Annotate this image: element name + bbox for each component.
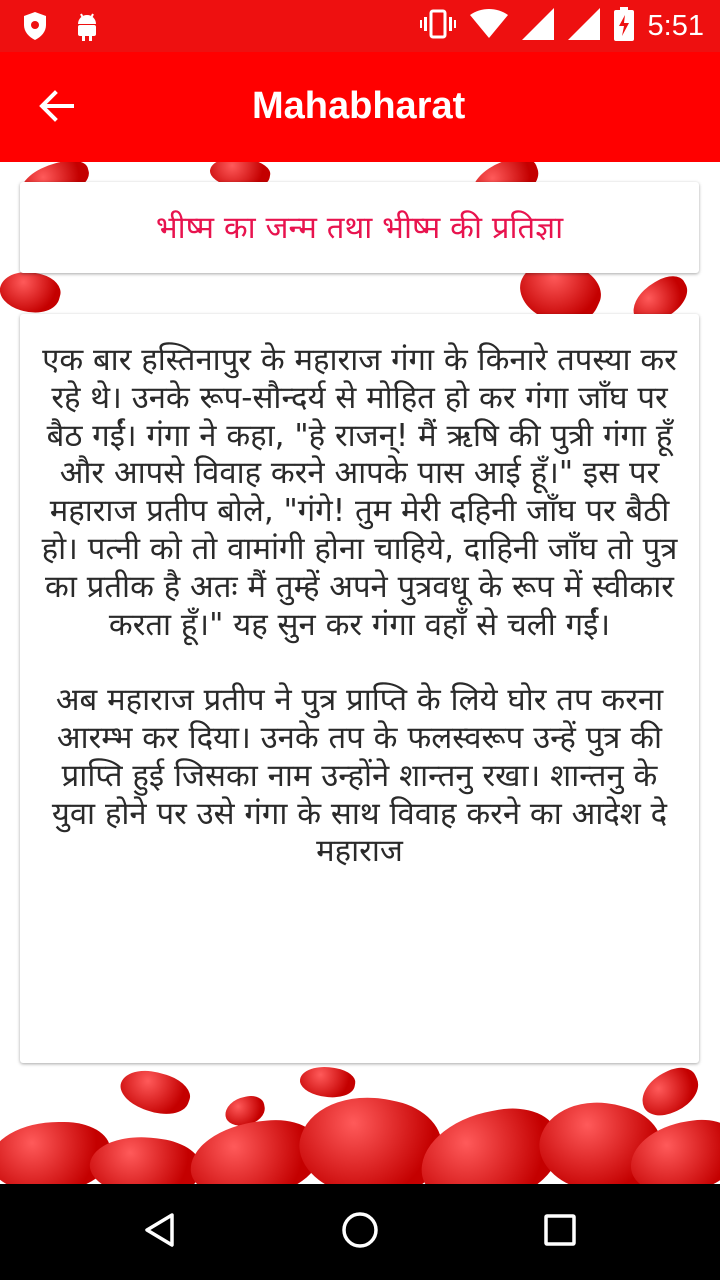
vibrate-icon bbox=[420, 9, 456, 43]
nav-home-button[interactable] bbox=[332, 1204, 388, 1260]
signal-icon bbox=[522, 8, 554, 44]
content-paragraph: एक बार हस्तिनापुर के महाराज गंगा के किनारे तपस्या कर रहे थे। उनके रूप-सौन्दर्य से मोहित हो कर गंगा जाँघ पर बैठ गईं। गंगा ने कहा, "हे राजन्! मैं ऋषि की पुत्री गंगा हूँ और आपसे विवाह करने आपके पास आई हूँ।" इस पर महाराज प्रतीप बोले, "गंगे! तुम मेरी दहिनी जाँघ पर बैठी हो। पत्नी को तो वामांगी होना चाहिये, दाहिनी जाँघ तो पुत्र का प्रतीक है अतः मैं तुम्हें अपने पुत्रवधू के रूप में स्वीकार करता हूँ।" यह सुन कर गंगा वहाँ से चली गईं। bbox=[41, 342, 678, 643]
nav-recents-button[interactable] bbox=[532, 1204, 588, 1260]
chapter-title: भीष्म का जन्म तथा भीष्म की प्रतिज्ञा bbox=[155, 209, 564, 246]
home-circle-icon bbox=[340, 1210, 380, 1254]
wifi-icon bbox=[470, 9, 508, 43]
content-paragraph: अब महाराज प्रतीप ने पुत्र प्राप्ति के लिये घोर तप करना आरम्भ कर दिया। उनके तप के फलस्वरूप उन्हें पुत्र की प्राप्ति हुई जिसका नाम उन्होंने शान्तनु रखा। शान्तनु के युवा होने पर उसे गंगा के साथ विवाह करने का आदेश दे महाराज bbox=[51, 682, 668, 870]
recents-square-icon bbox=[543, 1213, 577, 1251]
back-button[interactable] bbox=[30, 82, 82, 134]
battery-charging-icon bbox=[614, 7, 634, 45]
nav-back-button[interactable] bbox=[132, 1204, 188, 1260]
chapter-title-card bbox=[20, 182, 699, 273]
status-bar bbox=[0, 0, 720, 52]
navigation-bar bbox=[0, 1184, 720, 1280]
petal-decoration bbox=[115, 1061, 194, 1123]
paragraph-spacer bbox=[40, 644, 679, 682]
shield-icon bbox=[22, 11, 48, 45]
chapter-content-card[interactable] bbox=[20, 314, 699, 1063]
petal-decoration bbox=[298, 1062, 357, 1101]
back-triangle-icon bbox=[142, 1212, 178, 1252]
signal-icon bbox=[568, 8, 600, 44]
app-bar bbox=[0, 52, 720, 162]
android-icon bbox=[74, 10, 100, 46]
status-time: 5:51 bbox=[647, 10, 704, 42]
arrow-back-icon bbox=[38, 90, 74, 126]
petal-decoration bbox=[0, 265, 64, 319]
petal-decoration bbox=[634, 1061, 705, 1123]
app-title: Mahabharat bbox=[252, 85, 466, 127]
